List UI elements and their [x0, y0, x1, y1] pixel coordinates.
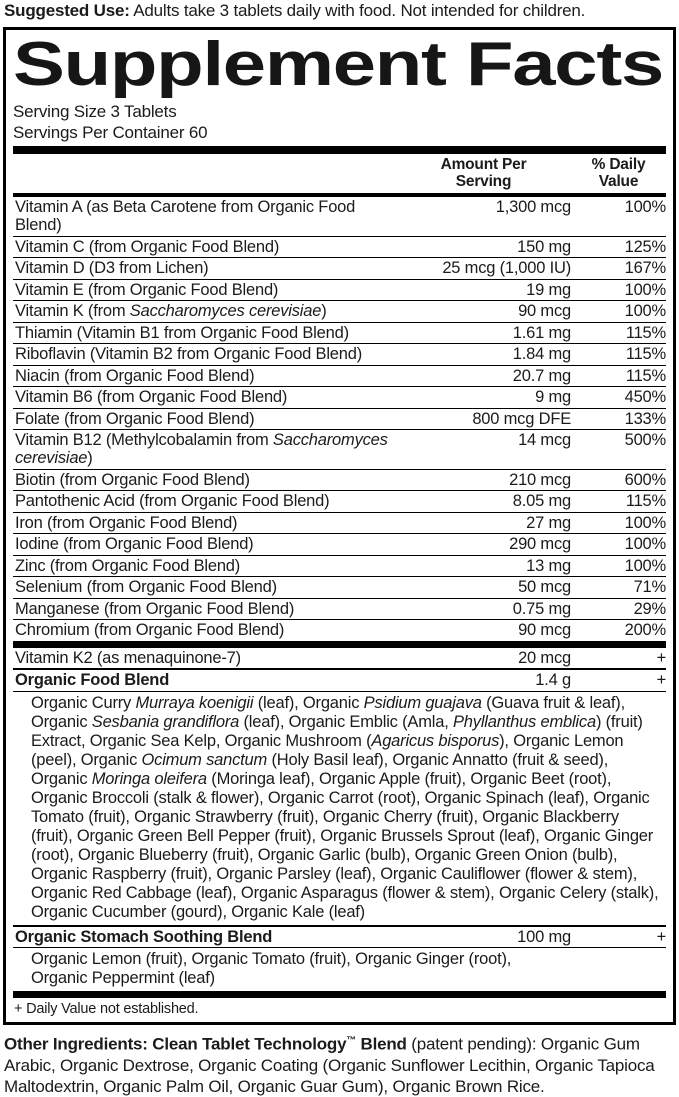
nutrient-amount: 1.84 mg — [512, 345, 571, 363]
divider-thick-bottom — [13, 991, 666, 998]
stomach-blend-ingredients: Organic Lemon (fruit), Organic Tomato (fruit), Organic Ginger (root), Organic Peppermint (leaf) — [31, 950, 512, 987]
column-header-spacer — [13, 157, 396, 190]
nutrient-amount: 150 mg — [517, 237, 571, 256]
nutrient-amount: 25 mcg (1,000 IU) — [442, 259, 571, 277]
blend-daily-value: + — [656, 927, 666, 946]
nutrient-name: Vitamin A (as Beta Carotene from Organic Food Blend) — [15, 198, 356, 234]
blend-name: Organic Food Blend — [15, 671, 170, 689]
nutrient-row-zinc — [13, 555, 666, 577]
nutrient-row-vitamin-b6 — [13, 386, 666, 408]
nutrient-daily-value: 167% — [624, 259, 666, 277]
servings-per-container: Servings Per Container 60 — [13, 123, 208, 142]
nutrient-name: Vitamin K (from Saccharomyces cerevisiae) — [15, 302, 327, 320]
nutrient-row-niacin — [13, 365, 666, 387]
blend-daily-value: + — [656, 671, 666, 689]
nutrient-amount: 20 mcg — [518, 648, 571, 667]
nutrient-amount: 800 mcg DFE — [472, 409, 571, 428]
nutrient-daily-value: 115% — [625, 323, 666, 342]
nutrient-row-iron — [13, 512, 666, 534]
nutrient-row-vitamin-c — [13, 236, 666, 258]
panel-title — [13, 35, 666, 99]
column-header-daily-value: % Daily Value — [591, 156, 646, 190]
nutrient-row-vitamin-e — [13, 279, 666, 301]
nutrient-daily-value: 100% — [624, 302, 666, 320]
nutrient-amount: 50 mcg — [518, 578, 571, 596]
nutrient-name: Iron (from Organic Food Blend) — [15, 513, 238, 532]
nutrient-amount: 90 mcg — [518, 302, 571, 320]
nutrient-daily-value: 115% — [625, 366, 666, 385]
serving-size: Serving Size 3 Tablets — [13, 102, 177, 121]
nutrient-daily-value: 100% — [624, 513, 666, 532]
nutrient-row-manganese — [13, 598, 666, 620]
nutrient-amount: 1.61 mg — [512, 323, 571, 342]
suggested-use-text: Suggested Use: Adults take 3 tablets daily with food. Not intended for children. — [4, 1, 586, 20]
nutrient-daily-value: 115% — [625, 345, 666, 363]
nutrient-name: Vitamin B12 (Methylcobalamin from Saccharomyces cerevisiae) — [15, 431, 388, 467]
nutrient-name: Chromium (from Organic Food Blend) — [15, 621, 285, 639]
nutrient-name: Vitamin E (from Organic Food Blend) — [15, 280, 279, 299]
blend-amount: 100 mg — [517, 927, 571, 946]
nutrient-row-iodine — [13, 533, 666, 555]
nutrient-amount: 19 mg — [526, 280, 571, 299]
nutrient-daily-value: 450% — [624, 388, 666, 406]
nutrient-row-selenium — [13, 576, 666, 598]
nutrient-row-vitamin-k2 — [13, 648, 666, 669]
nutrient-amount: 20.7 mg — [512, 366, 571, 385]
column-headers — [13, 154, 666, 193]
nutrient-row-pantothenic-acid — [13, 490, 666, 512]
blend-row-organic-food-blend — [13, 670, 666, 691]
nutrient-row-vitamin-k — [13, 300, 666, 322]
other-ingredients-text: Other Ingredients: Clean Tablet Technology™ Blend (patent pending): Organic Gum Arabic, Organic Dextrose, Organic Coating (Organic Sunflower Lecithin, Organic Tapioca Maltodextrin, Organic Palm Oil, Organic Guar Gum), Organic Brown Rice. — [4, 1034, 655, 1096]
nutrient-name: Thiamin (Vitamin B1 from Organic Food Blend) — [15, 323, 349, 342]
nutrient-row-vitamin-a — [13, 197, 666, 236]
nutrient-daily-value: 500% — [624, 431, 666, 449]
nutrient-name: Vitamin C (from Organic Food Blend) — [15, 237, 280, 256]
supplement-facts-panel — [3, 27, 676, 1025]
blend-name: Organic Stomach Soothing Blend — [15, 927, 273, 946]
nutrient-daily-value: 100% — [624, 280, 666, 299]
nutrient-row-biotin — [13, 469, 666, 491]
nutrient-daily-value: 71% — [633, 578, 666, 596]
nutrient-name: Selenium (from Organic Food Blend) — [15, 578, 277, 596]
nutrient-row-folate — [13, 408, 666, 430]
nutrient-daily-value: 133% — [624, 409, 666, 428]
nutrient-row-chromium — [13, 619, 666, 641]
nutrient-amount: 290 mcg — [509, 535, 571, 553]
column-header-amount: Amount Per Serving — [440, 156, 527, 190]
nutrient-name: Biotin (from Organic Food Blend) — [15, 470, 250, 489]
nutrient-name: Pantothenic Acid (from Organic Food Blend) — [15, 492, 330, 510]
nutrient-name: Riboflavin (Vitamin B2 from Organic Food Blend) — [15, 345, 363, 363]
nutrient-daily-value: 29% — [633, 599, 666, 618]
divider-thick-middle — [13, 641, 666, 648]
organic-food-blend-ingredients: Organic Curry Murraya koenigii (leaf), Organic Psidium guajava (Guava fruit & leaf), Organic Sesbania grandiflora (leaf), Organic Emblic (Amla, Phyllanthus emblica) (fruit) Extract, Organic Sea Kelp, Organic Mushroom (Agaricus bisporus), Organic Lemon (peel), Organic Ocimum sanctum (Holy Basil leaf), Organic Annatto (fruit & seed), Organic Moringa oleifera (Moringa leaf), Organic Apple (fruit), Organic Beet (root), Organic Broccoli (stalk & flower), Organic Carrot (root), Organic Spinach (leaf), Organic Tomato (fruit), Organic Strawberry (fruit), Organic Cherry (fruit), Organic Blackberry (fruit), Organic Green Bell Pepper (fruit), Organic Brussels Sprout (leaf), Organic Ginger (root), Organic Blueberry (fruit), Organic Garlic (bulb), Organic Green Onion (bulb), Organic Raspberry (fruit), Organic Parsley (leaf), Organic Cauliflower (flower & stem), Organic Red Cabbage (leaf), Organic Asparagus (flower & stem), Organic Celery (stalk), Organic Cucumber (gourd), Organic Kale (leaf) — [31, 693, 659, 921]
blend-amount: 1.4 g — [535, 671, 571, 689]
nutrient-amount: 1,300 mcg — [495, 198, 571, 216]
panel-title-text: Supplement Facts — [13, 35, 663, 99]
nutrient-table — [13, 197, 666, 641]
nutrient-name: Vitamin B6 (from Organic Food Blend) — [15, 388, 288, 406]
nutrient-daily-value: 125% — [624, 237, 666, 256]
nutrient-name: Vitamin D (D3 from Lichen) — [15, 259, 209, 277]
nutrient-daily-value: + — [656, 648, 666, 667]
nutrient-daily-value: 115% — [625, 492, 666, 510]
nutrient-amount: 0.75 mg — [512, 599, 571, 618]
nutrient-amount: 9 mg — [535, 388, 571, 406]
nutrient-row-vitamin-d — [13, 257, 666, 279]
nutrient-name: Folate (from Organic Food Blend) — [15, 409, 255, 428]
daily-value-footnote: + Daily Value not established. — [14, 1001, 199, 1017]
nutrient-daily-value: 100% — [624, 535, 666, 553]
nutrient-name: Iodine (from Organic Food Blend) — [15, 535, 254, 553]
nutrient-daily-value: 100% — [624, 198, 666, 216]
nutrient-name: Zinc (from Organic Food Blend) — [15, 556, 241, 575]
nutrient-row-vitamin-b12 — [13, 429, 666, 469]
nutrient-name: Niacin (from Organic Food Blend) — [15, 366, 255, 385]
nutrient-amount: 90 mcg — [518, 621, 571, 639]
divider-thick-top — [13, 146, 666, 154]
nutrient-daily-value: 100% — [624, 556, 666, 575]
nutrient-row-thiamin — [13, 322, 666, 344]
nutrient-row-riboflavin — [13, 343, 666, 365]
blend-row-stomach-soothing — [13, 927, 666, 948]
nutrient-amount: 14 mcg — [518, 431, 571, 449]
nutrient-daily-value: 600% — [624, 470, 666, 489]
nutrient-amount: 27 mg — [526, 513, 571, 532]
nutrient-amount: 13 mg — [526, 556, 571, 575]
nutrient-name: Vitamin K2 (as menaquinone-7) — [15, 648, 241, 667]
nutrient-amount: 8.05 mg — [512, 492, 571, 510]
nutrient-name: Manganese (from Organic Food Blend) — [15, 599, 295, 618]
nutrient-amount: 210 mcg — [509, 470, 571, 489]
nutrient-daily-value: 200% — [624, 621, 666, 639]
